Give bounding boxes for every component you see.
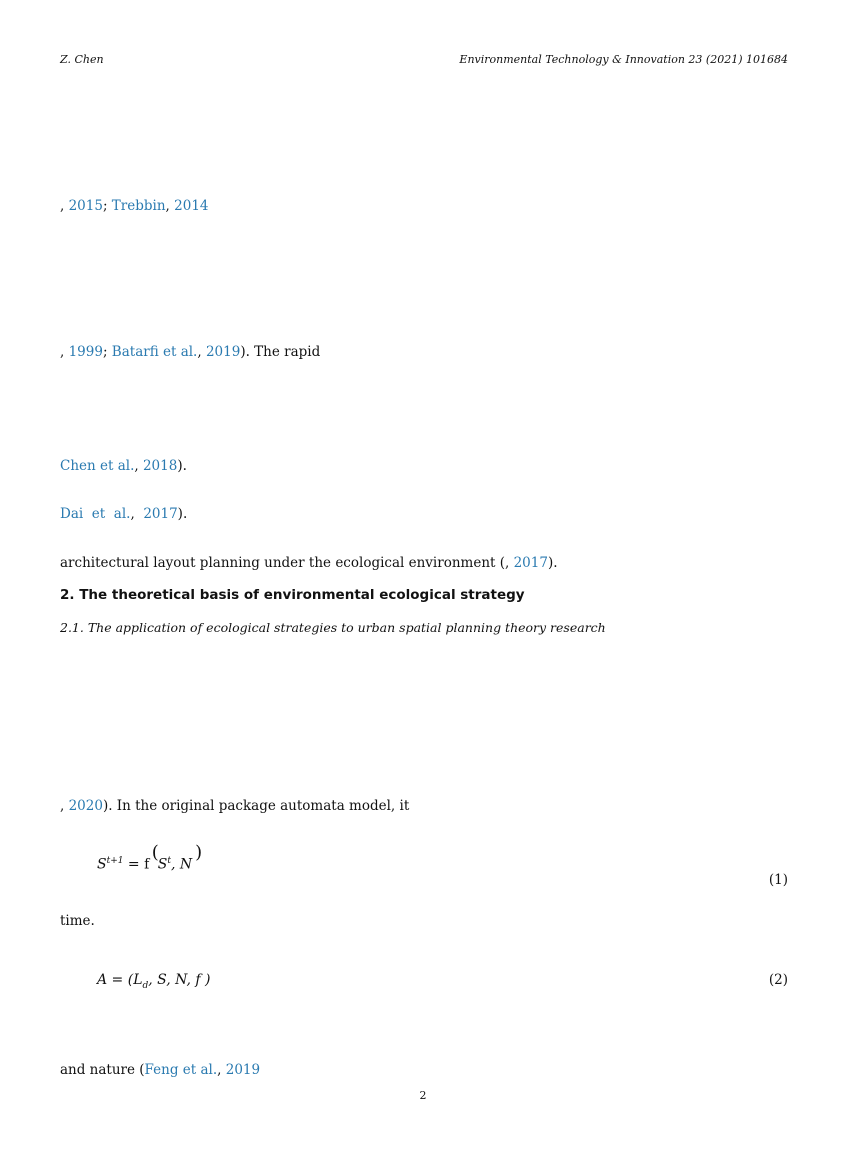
separator: , [130, 506, 144, 522]
citation-link-author[interactable]: Dai et al. [60, 506, 131, 522]
equation-number-2: (2) [768, 972, 788, 988]
eq1-lhs: S [97, 856, 107, 873]
text-fragment: ). [547, 555, 558, 571]
citation-link-author[interactable]: Feng et al. [144, 1062, 218, 1078]
eq1-arg1: S [157, 856, 168, 873]
text-fragment: ). [177, 458, 187, 474]
text-fragment: ). The rapid [240, 344, 321, 360]
separator: , [60, 344, 69, 360]
equation-2 [97, 972, 211, 991]
text-fragment: ). [177, 506, 188, 522]
citation-link-author[interactable]: Chen et al. [60, 458, 135, 474]
text-line-3 [60, 458, 187, 474]
page-number: 2 [419, 1089, 427, 1102]
eq1-argument-group [151, 842, 203, 873]
separator: , [60, 798, 69, 814]
text-fragment: ). In the original package automata model, it [102, 798, 410, 814]
eq1-operator: = f [123, 856, 154, 873]
eq2-subscript: d [142, 980, 149, 991]
citation-link-author[interactable]: Batarfi et al. [111, 344, 198, 360]
citation-link-year[interactable]: 1999 [68, 344, 103, 360]
open-paren-glyph: ( [151, 842, 159, 863]
text-fragment: architectural layout planning under the ecological environment ( [60, 555, 505, 571]
separator: ; [102, 198, 112, 214]
text-line-8 [60, 1062, 260, 1078]
eq1-lhs-superscript: t+1 [106, 856, 124, 866]
citation-link-year[interactable]: 2015 [68, 198, 103, 214]
citation-link-year[interactable]: 2019 [225, 1062, 261, 1078]
equation-1 [97, 842, 203, 873]
running-header-journal: Environmental Technology & Innovation 23 (2021) 101684 [459, 53, 788, 66]
equation-number-1: (1) [768, 872, 788, 888]
subsection-heading: 2.1. The application of ecological strategies to urban spatial planning theory research [60, 620, 606, 635]
separator: , [217, 1062, 226, 1078]
text-line-5 [60, 555, 558, 571]
citation-link-year[interactable]: 2017 [143, 506, 178, 522]
citation-link-year[interactable]: 2017 [513, 555, 548, 571]
text-fragment: and nature ( [60, 1062, 145, 1078]
text-line-7: time. [60, 913, 95, 929]
separator: , [165, 198, 175, 214]
separator: , [197, 344, 206, 360]
separator: , [505, 555, 514, 571]
citation-link-year[interactable]: 2014 [174, 198, 209, 214]
separator: , [134, 458, 143, 474]
separator: , [60, 198, 69, 214]
text-line-4 [60, 506, 187, 522]
citation-link-year[interactable]: 2020 [68, 798, 103, 814]
section-heading: 2. The theoretical basis of environmental ecological strategy [60, 587, 525, 603]
separator: ; [102, 344, 112, 360]
text-line-1 [60, 198, 209, 214]
text-line-2 [60, 344, 320, 360]
citation-link-author[interactable]: Trebbin [111, 198, 166, 214]
close-paren-glyph: ) [195, 842, 203, 863]
eq1-arg2: , N [170, 856, 193, 873]
eq2-body-b: , S, N, f ) [148, 972, 211, 988]
text-line-6 [60, 798, 409, 814]
citation-link-year[interactable]: 2018 [142, 458, 178, 474]
eq1-arg1-superscript: t [167, 856, 171, 866]
running-header-author: Z. Chen [60, 53, 104, 66]
citation-link-year[interactable]: 2019 [205, 344, 241, 360]
eq2-body-a: A = (L [97, 972, 143, 988]
